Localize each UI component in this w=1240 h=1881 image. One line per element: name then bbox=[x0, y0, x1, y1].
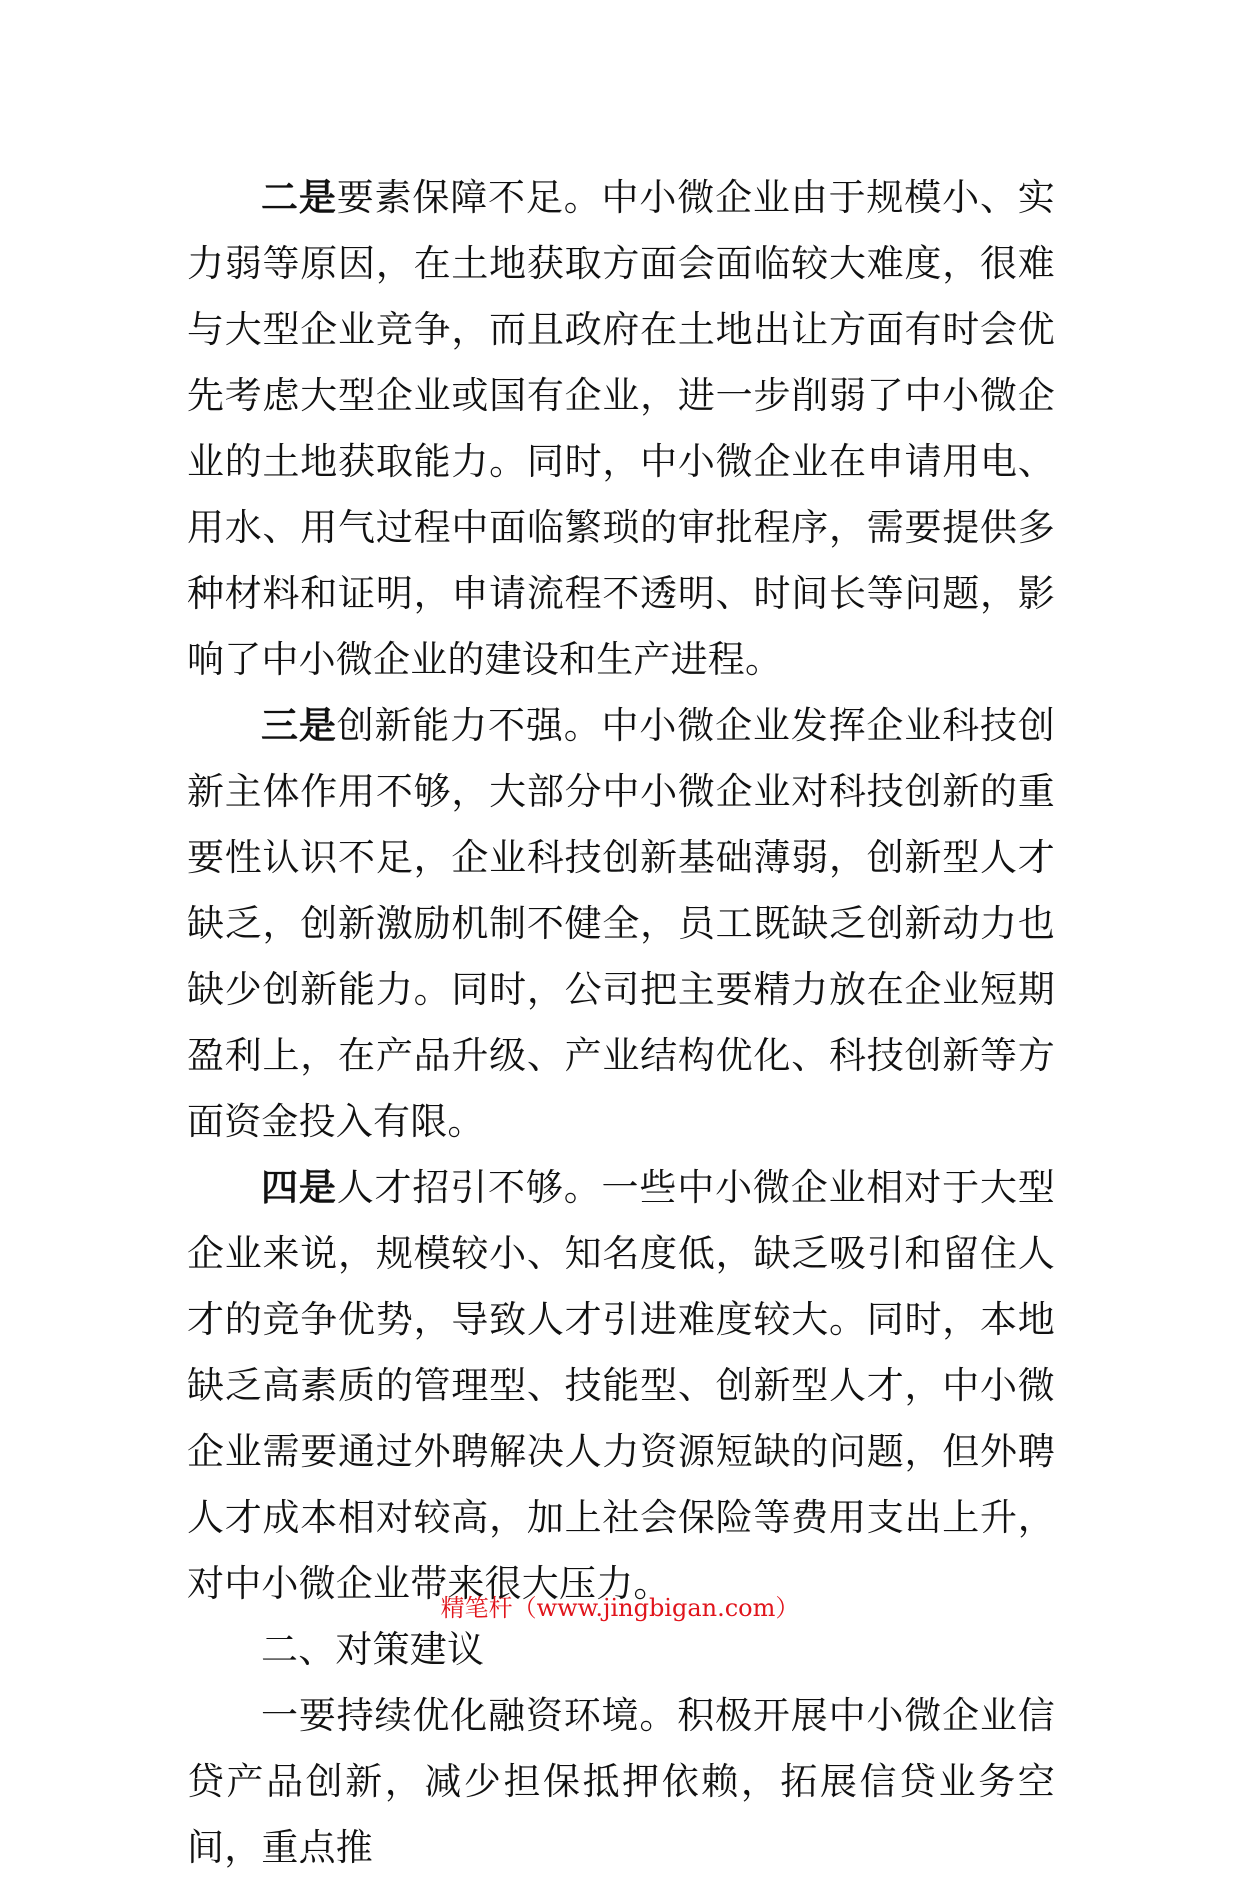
paragraph-text: 创新能力不强。中小微企业发挥企业科技创新主体作用不够，大部分中小微企业对科技创新的重要性认识不足，企业科技创新基础薄弱，创新型人才缺乏，创新激励机制不健全，员工既缺乏创新动力也缺少创新能力。同时，公司把主要精力放在企业短期盈利上，在产品升级、产业结构优化、科技创新等方面资金投入有限。 bbox=[187, 704, 1055, 1143]
paragraph-text: 二、对策建议 bbox=[261, 1628, 485, 1671]
paragraph-lead: 三是 bbox=[261, 704, 337, 747]
paragraph-lead: 二是 bbox=[261, 176, 337, 219]
document-body bbox=[187, 165, 1055, 1881]
footer-watermark-link[interactable]: 精笔杆（www.jingbigan.com） bbox=[440, 1594, 800, 1622]
paragraph-factor-support bbox=[187, 165, 1055, 693]
paragraph-text: 人才招引不够。一些中小微企业相对于大型企业来说，规模较小、知名度低，缺乏吸引和留住人才的竞争优势，导致人才引进难度较大。同时，本地缺乏高素质的管理型、技能型、创新型人才，中小微企业需要通过外聘解决人力资源短缺的问题，但外聘人才成本相对较高，加上社会保险等费用支出上升，对中小微企业带来很大压力。 bbox=[187, 1166, 1055, 1605]
paragraph-talent bbox=[187, 1155, 1055, 1617]
paragraph-financing bbox=[187, 1683, 1055, 1881]
section-heading-countermeasures bbox=[187, 1617, 1055, 1683]
paragraph-innovation bbox=[187, 693, 1055, 1155]
paragraph-lead: 四是 bbox=[261, 1166, 337, 1209]
paragraph-text: 要素保障不足。中小微企业由于规模小、实力弱等原因，在土地获取方面会面临较大难度，很难与大型企业竞争，而且政府在土地出让方面有时会优先考虑大型企业或国有企业，进一步削弱了中小微企业的土地获取能力。同时，中小微企业在申请用电、用水、用气过程中面临繁琐的审批程序，需要提供多种材料和证明，申请流程不透明、时间长等问题，影响了中小微企业的建设和生产进程。 bbox=[187, 176, 1055, 681]
paragraph-text: 一要持续优化融资环境。积极开展中小微企业信贷产品创新，减少担保抵押依赖，拓展信贷业务空间，重点推 bbox=[187, 1694, 1055, 1869]
